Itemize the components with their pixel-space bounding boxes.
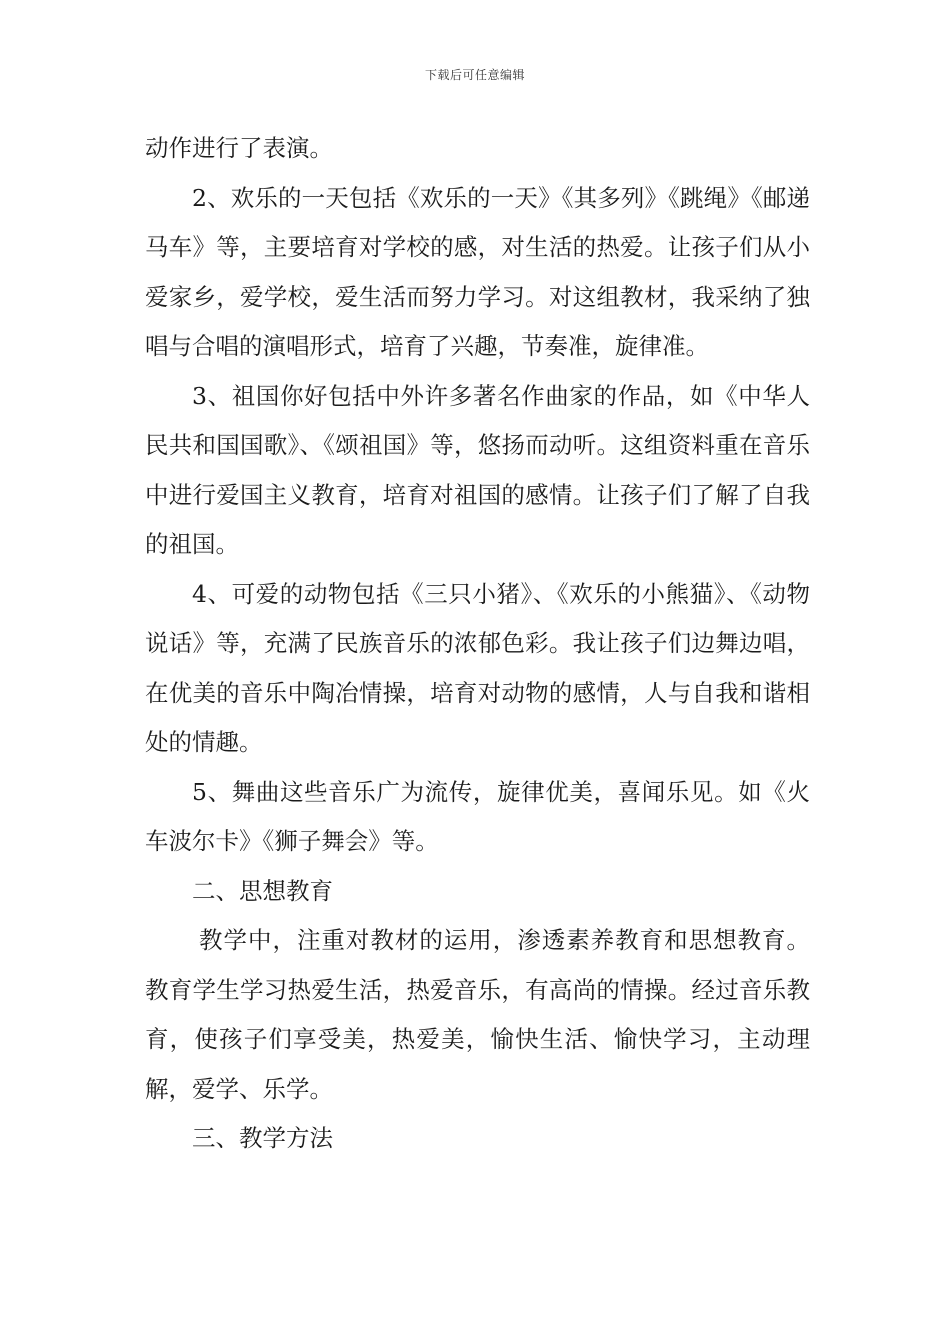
page-header-note: 下载后可任意编辑 bbox=[424, 68, 525, 82]
paragraph-item-5: 5、舞曲这些音乐广为流传，旋律优美，喜闻乐见。如《火车波尔卡》《狮子舞会》等。 bbox=[145, 777, 810, 855]
paragraph-continuation: 动作进行了表演。 bbox=[145, 134, 333, 162]
section-heading-3: 三、教学方法 bbox=[192, 1124, 333, 1152]
paragraph-item-3: 3、祖国你好包括中外许多著名作曲家的作品，如《中华人民共和国国歌》、《颂祖国》等，悠扬而动听。这组资料重在音乐中进行爱国主义教育，培育对祖国的感情。让孩子们了解了自我的祖国。 bbox=[145, 381, 810, 558]
paragraph-moral-education: 教学中，注重对教材的运用，渗透素养教育和思想教育。教育学生学习热爱生活，热爱音乐，有高尚的情操。经过音乐教育，使孩子们享受美，热爱美，愉快生活、愉快学习，主动理解，爱学、乐学。 bbox=[145, 926, 810, 1103]
document-body bbox=[145, 124, 810, 1164]
section-heading-2: 二、思想教育 bbox=[192, 876, 333, 905]
paragraph-item-2: 2、欢乐的一天包括《欢乐的一天》《其多列》《跳绳》《邮递马车》等，主要培育对学校的感，对生活的热爱。让孩子们从小爱家乡，爱学校，爱生活而努力学习。对这组教材，我采纳了独唱与合唱的演唱形式，培育了兴趣，节奏准，旋律准。 bbox=[145, 183, 810, 360]
paragraph-item-4: 4、可爱的动物包括《三只小猪》、《欢乐的小熊猫》、《动物说话》等，充满了民族音乐的浓郁色彩。我让孩子们边舞边唱，在优美的音乐中陶冶情操，培育对动物的感情，人与自我和谐相处的情趣。 bbox=[145, 579, 810, 756]
